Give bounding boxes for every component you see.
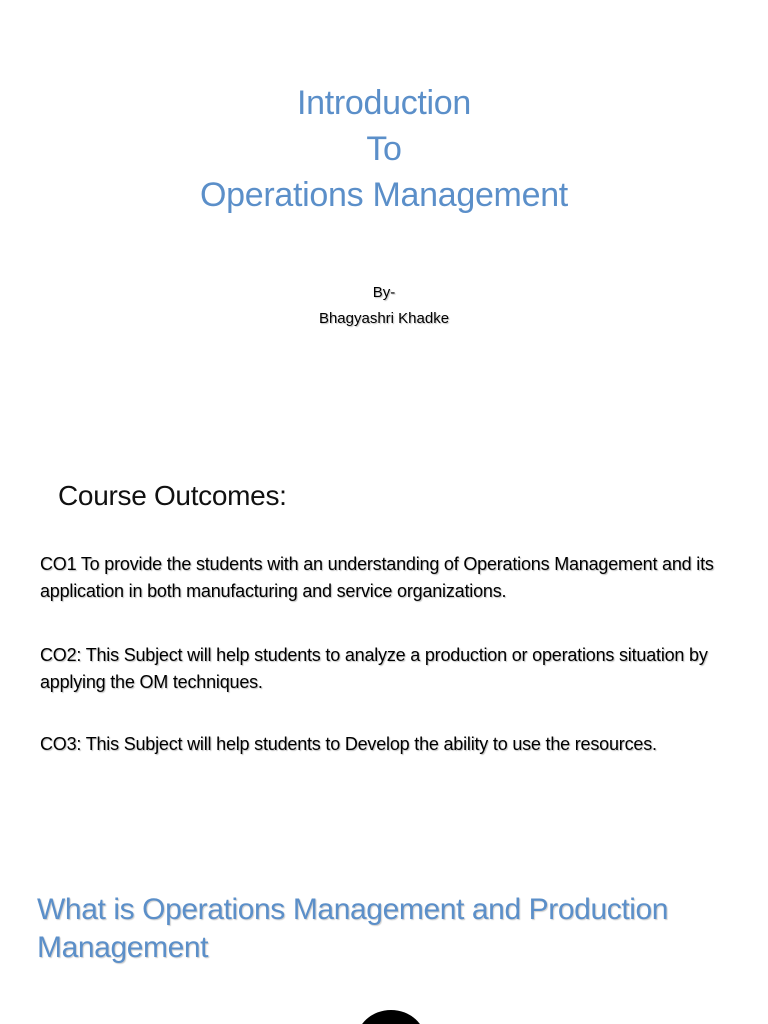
title-line-2: To — [366, 130, 402, 168]
author-name: Bhagyashri Khadke — [318, 310, 450, 327]
slide1-title — [0, 80, 768, 218]
course-outcomes-heading: Course Outcomes: — [58, 480, 287, 511]
by-label: By- — [372, 284, 396, 301]
partial-image-shape — [356, 1010, 426, 1024]
outcome-co3: CO3: This Subject will help students to Develop the ability to use the resources. — [40, 734, 657, 754]
author-block — [0, 280, 768, 332]
slide3-title: What is Operations Management and Production Management — [37, 893, 669, 964]
outcome-co2: CO2: This Subject will help students to analyze a production or operations situation by applying the OM techniques. — [40, 645, 708, 692]
title-line-1: Introduction — [296, 84, 472, 122]
title-line-3: Operations Management — [200, 176, 568, 214]
outcome-co1: CO1 To provide the students with an understanding of Operations Management and its application in both manufacturing and service organizations. — [40, 554, 714, 601]
